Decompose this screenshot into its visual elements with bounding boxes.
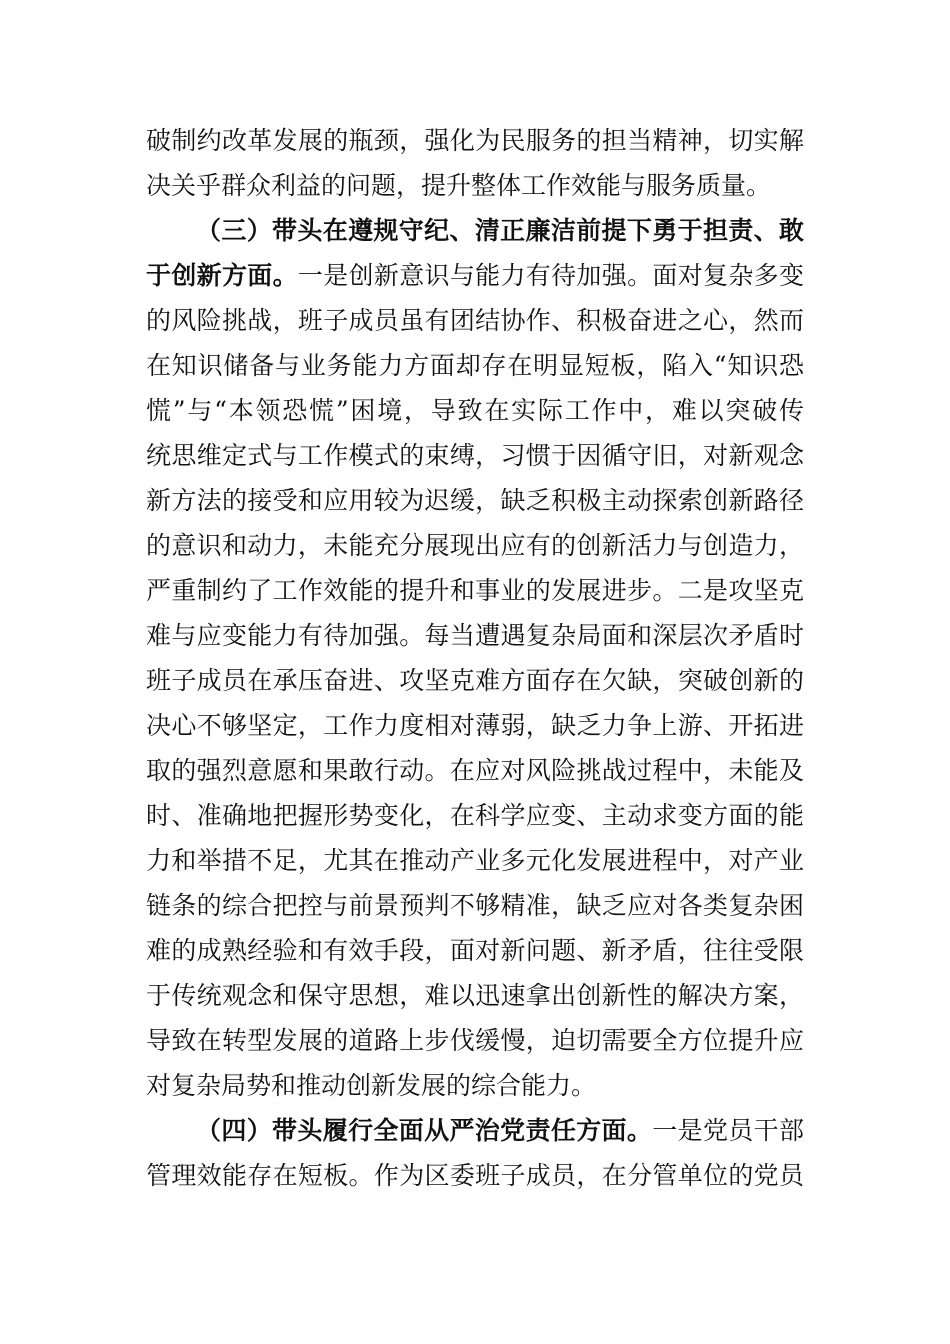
text-line: 在知识储备与业务能力方面却存在明显短板，陷入“知识恐 — [146, 351, 804, 380]
text-line: 导致在转型发展的道路上步伐缓慢，迫切需要全方位提升应 — [146, 1026, 804, 1055]
text-line: 难的成熟经验和有效手段，面对新问题、新矛盾，往往受限 — [146, 936, 804, 965]
text-line: 统思维定式与工作模式的束缚，习惯于因循守旧，对新观念 — [146, 441, 804, 470]
text-line: 时、准确地把握形势变化，在科学应变、主动求变方面的能 — [146, 801, 804, 830]
text-line: 班子成员在承压奋进、攻坚克难方面存在欠缺，突破创新的 — [146, 666, 804, 695]
section-heading-3: （三）带头在遵规守纪、清正廉洁前提下勇于担责、敢 — [196, 216, 804, 245]
section-heading-4: （四）带头履行全面从严治党责任方面。一是党员干部 — [196, 1116, 804, 1145]
text-line: 力和举措不足，尤其在推动产业多元化发展进程中，对产业 — [146, 846, 804, 875]
text-line: 于传统观念和保守思想，难以迅速拿出创新性的解决方案， — [146, 981, 804, 1010]
text-line: 慌”与“本领恐慌”困境，导致在实际工作中，难以突破传 — [146, 396, 804, 425]
text-line: 管理效能存在短板。作为区委班子成员，在分管单位的党员 — [146, 1161, 804, 1190]
text-line: 对复杂局势和推动创新发展的综合能力。 — [146, 1071, 597, 1100]
text-line: 严重制约了工作效能的提升和事业的发展进步。二是攻坚克 — [146, 576, 804, 605]
text-line: 决关乎群众利益的问题，提升整体工作效能与服务质量。 — [146, 171, 772, 200]
text-line: 于创新方面。一是创新意识与能力有待加强。面对复杂多变 — [146, 261, 804, 290]
text-line: 取的强烈意愿和果敢行动。在应对风险挑战过程中，未能及 — [146, 756, 804, 785]
text-line: 新方法的接受和应用较为迟缓，缺乏积极主动探索创新路径 — [146, 486, 804, 515]
text-line: 的风险挑战，班子成员虽有团结协作、积极奋进之心，然而 — [146, 306, 804, 335]
text-line: 破制约改革发展的瓶颈，强化为民服务的担当精神，切实解 — [146, 126, 804, 155]
text-line: 决心不够坚定，工作力度相对薄弱，缺乏力争上游、开拓进 — [146, 711, 804, 740]
text-line: 链条的综合把控与前景预判不够精准，缺乏应对各类复杂困 — [146, 891, 804, 920]
text-line: 的意识和动力，未能充分展现出应有的创新活力与创造力， — [146, 531, 804, 560]
text-line: 难与应变能力有待加强。每当遭遇复杂局面和深层次矛盾时 — [146, 621, 804, 650]
